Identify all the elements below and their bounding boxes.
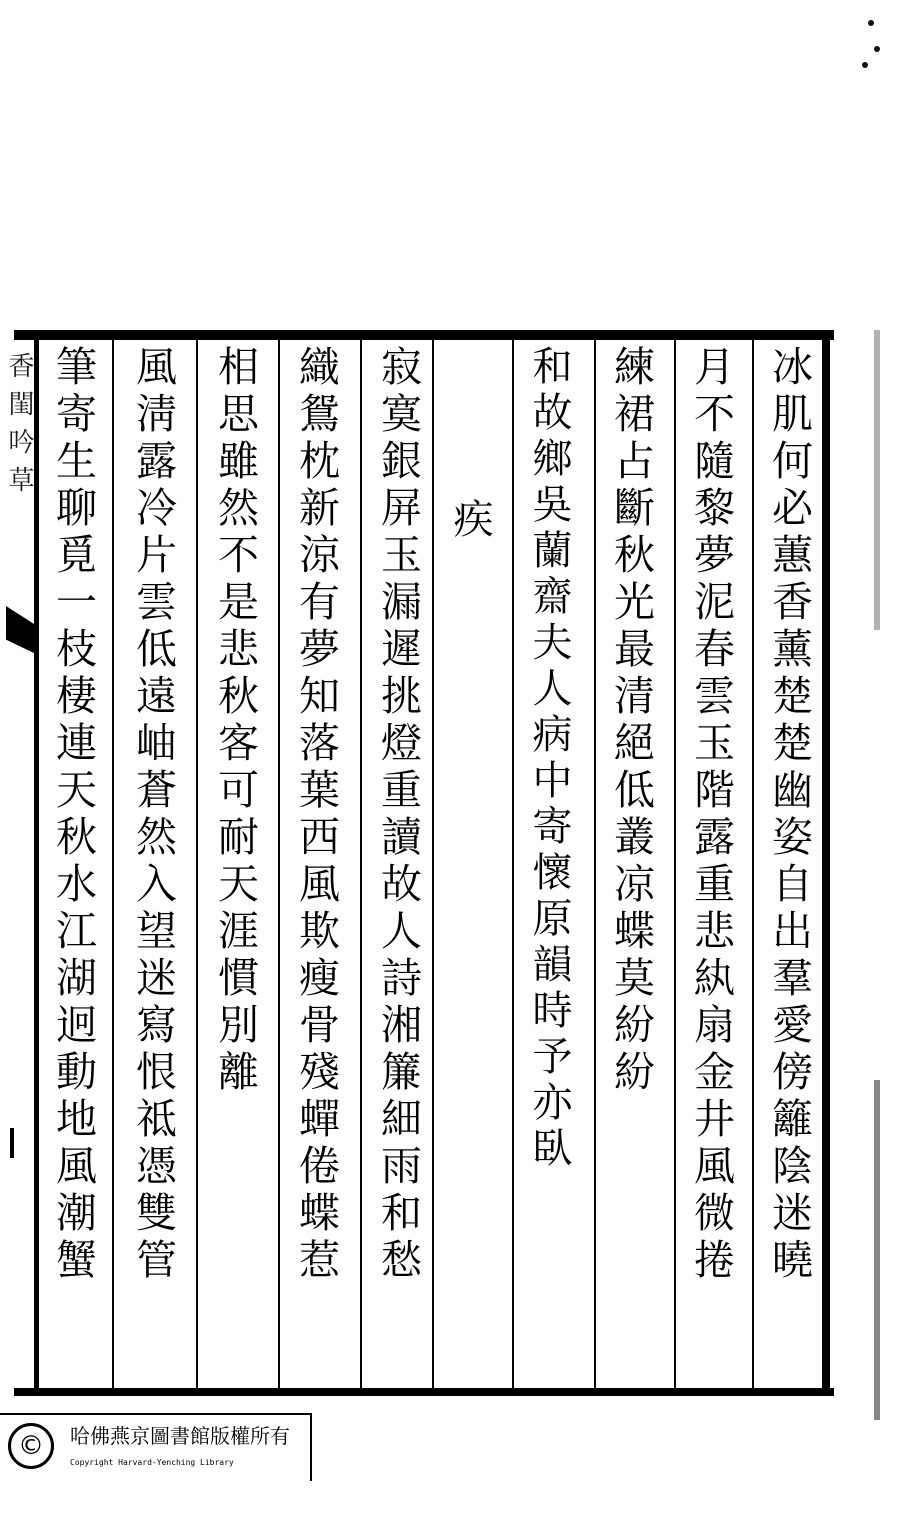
text-column-1: 冰肌何必蕙香薰楚楚幽姿自出羣愛傍籬陰迷曉 — [765, 345, 813, 1285]
text-column-7: 織鴛枕新涼有夢知落葉西風欺瘦骨殘蟬倦蝶惹 — [292, 345, 340, 1285]
gutter-page-mark — [10, 1128, 26, 1158]
scan-speck — [868, 20, 874, 26]
poem-title: 和故鄉吳蘭齋夫人病中寄懷原韻時予亦臥 — [526, 345, 572, 1173]
column-rule — [512, 338, 514, 1390]
frame-top-border — [14, 330, 834, 340]
scan-speck — [874, 46, 880, 52]
stamp-english-text: Copyright Harvard-Yenching Library — [70, 1458, 234, 1467]
column-rule — [432, 338, 434, 1390]
copyright-icon: © — [8, 1423, 54, 1469]
text-column-6: 寂寞銀屏玉漏遲挑燈重讀故人詩湘簾細雨和愁 — [374, 345, 422, 1285]
column-rule — [360, 338, 362, 1390]
text-column-10: 筆寄生聊覓一枝棲連天秋水江湖迥動地風潮蟹 — [49, 345, 97, 1285]
library-copyright-stamp — [0, 1413, 312, 1481]
page-edge — [874, 330, 880, 630]
gutter-title: 香閨吟草 — [4, 352, 34, 504]
column-rule — [196, 338, 198, 1390]
column-rule — [674, 338, 676, 1390]
text-column-8: 相思雖然不是悲秋客可耐天涯慣別離 — [211, 345, 259, 1097]
column-rule — [594, 338, 596, 1390]
poem-title-continuation: 疾 — [447, 498, 493, 544]
stamp-chinese-text: 哈佛燕京圖書館版權所有 — [70, 1424, 290, 1448]
frame-right-border — [822, 336, 830, 1392]
page-edge — [874, 1080, 880, 1420]
column-rule — [34, 338, 39, 1390]
text-column-3: 練裙占斷秋光最清絕低叢凉蝶莫紛紛 — [607, 345, 655, 1097]
frame-bottom-border — [14, 1388, 834, 1396]
column-rule — [278, 338, 280, 1390]
column-rule — [112, 338, 114, 1390]
text-column-9: 風淸露冷片雲低遠岫蒼然入望迷寫恨祗憑雙管 — [129, 345, 177, 1285]
text-column-2: 月不隨黎夢泥春雲玉階露重悲紈扇金井風微捲 — [687, 345, 735, 1285]
column-rule — [752, 338, 754, 1390]
scan-speck — [862, 62, 868, 68]
